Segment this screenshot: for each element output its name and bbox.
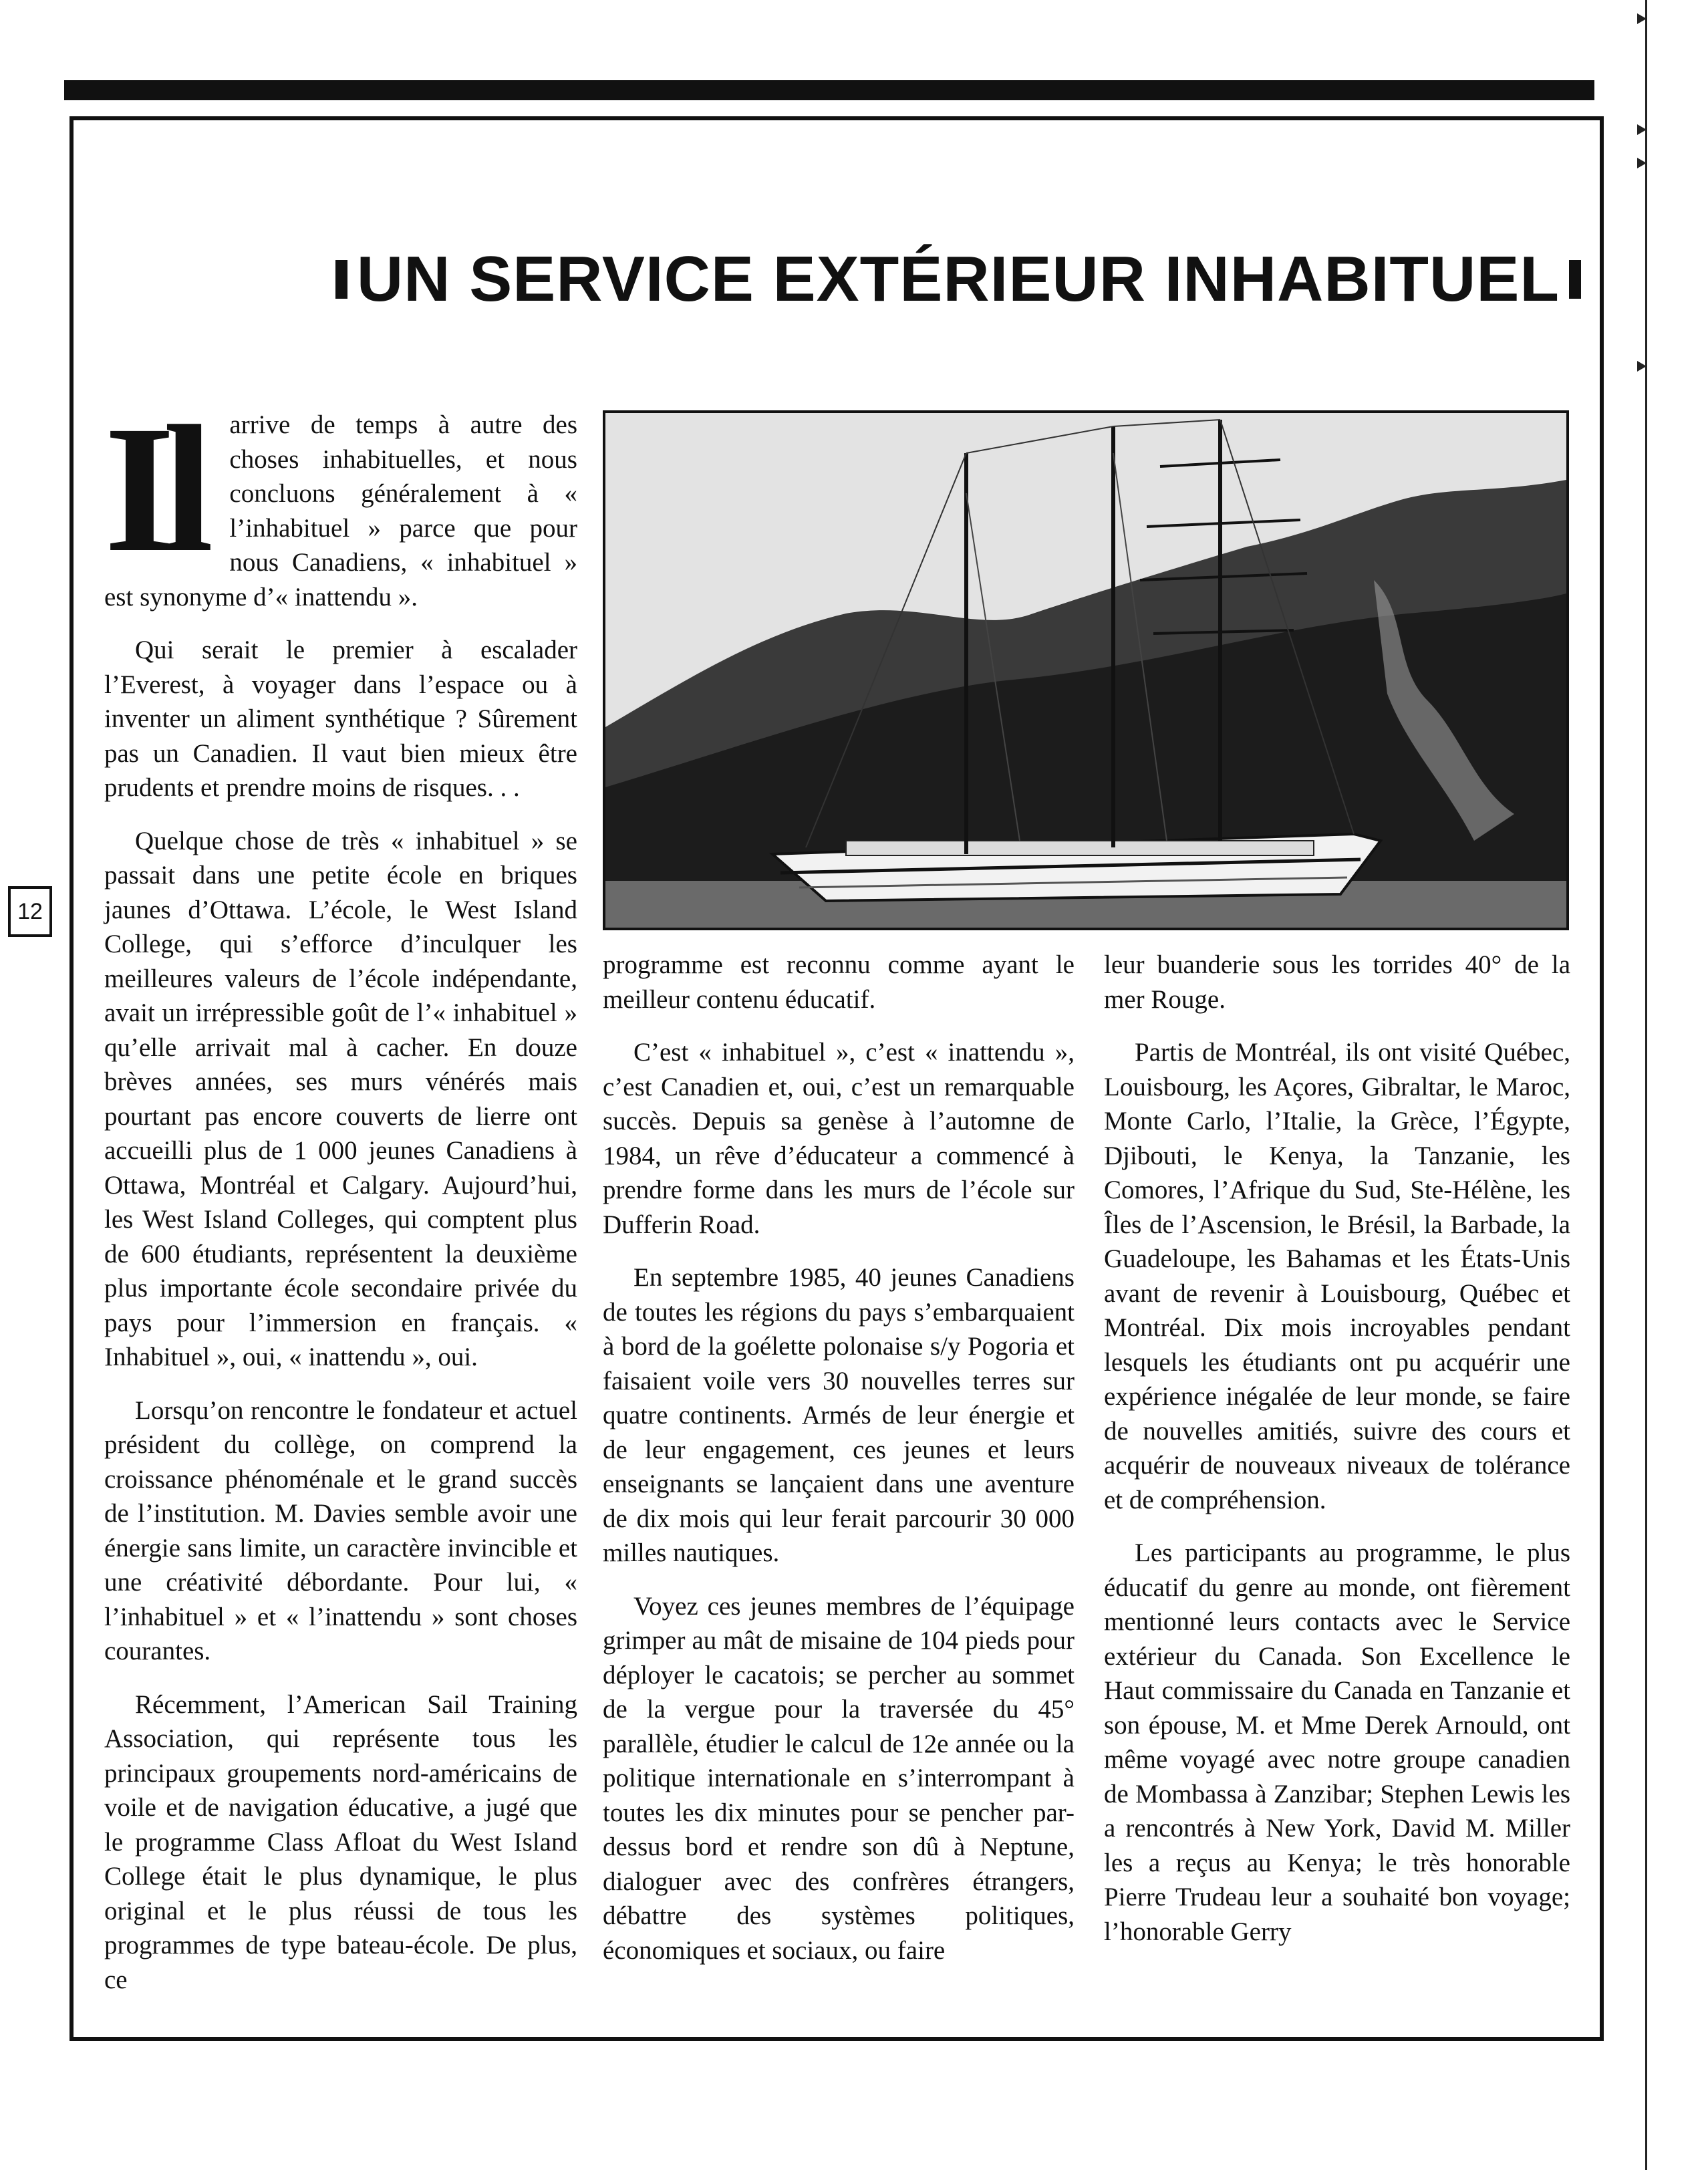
top-rule (64, 80, 1594, 100)
paragraph: Quelque chose de très « inhabituel » se passait dans une petite école en briques jaunes d’Ottawa. L’école, le West Island College, qui s’efforce d’inculquer les meilleures valeurs de l’école indépendante, avait un irrépressible goût de l’« inhabituel » qu’elle arrivait mal à cacher. En douze brèves années, ses murs vénérés mais pourtant pas encore couverts de lierre ont accueilli plus de 1 000 jeunes Canadiens à Ottawa, Montréal et Calgary. Aujourd’hui, les West Island Colleges, qui comptent plus de 600 étudiants, représentent la deuxième plus importante école secondaire privée du pays pour l’immersion en français. « Inhabituel », oui, « inattendu », oui. (104, 826, 577, 1371)
article-column-3 (1104, 948, 1570, 1968)
paragraph: En septembre 1985, 40 jeunes Canadiens de toutes les régions du pays s’embarquaient à bord de la goélette polonaise s/y Pogoria et faisaient voile vers 30 nouvelles terres sur quatre continents. Armés de leur énergie et de leur engagement, ces jeunes et leurs enseignants se lançaient dans une aventure de dix mois qui leur ferait parcourir 30 000 milles nautiques. (603, 1263, 1075, 1567)
sailing-ship-photo (603, 410, 1569, 930)
paragraph: Récemment, l’American Sail Training Association, qui représente tous les principaux groupements nord-américains de voile et de navigation éducative, a jugé que le programme Class Afloat du West Island College était le plus dynamique, le plus original et le plus réussi de tous les programmes de type bateau-école. De plus, ce (104, 1689, 577, 1994)
edge-mark-icon (1637, 158, 1647, 168)
square-box-icon (1569, 260, 1581, 299)
scan-edge (1645, 0, 1651, 2170)
paragraph: Les participants au programme, le plus éducatif du genre au monde, ont fièrement mentionné leurs contacts avec le Service extérieur du Canada. Son Excellence le Haut commissaire du Canada en Tanzanie et son épouse, M. et Mme Derek Arnould, ont même voyagé avec notre groupe canadien de Mombassa à Zanzibar; Stephen Lewis les a rencontrés à New York, David M. Miller les a reçus au Kenya; le très honorable Pierre Trudeau leur a souhaité bon voyage; l’honorable Gerry (1104, 1538, 1570, 1946)
page-title (334, 233, 1590, 326)
edge-mark-icon (1637, 124, 1647, 135)
paragraph: Qui serait le premier à escalader l’Everest, à voyager dans l’espace ou à inventer un aliment synthétique ? Sûrement pas un Canadien. Il vaut bien mieux être prudents et prendre moins de risques. . . (104, 636, 577, 802)
page-title-text: UN SERVICE EXTÉRIEUR INHABITUEL (356, 243, 1560, 315)
page-number: 12 (8, 886, 52, 937)
paragraph: leur buanderie sous les torrides 40° de la mer Rouge. (1104, 950, 1570, 1014)
paragraph: Partis de Montréal, ils ont visité Québec, Louisbourg, les Açores, Gibraltar, le Maroc, Monte Carlo, l’Italie, la Grèce, l’Égypte, Djibouti, le Kenya, la Tanzanie, les Comores, l’Afrique du Sud, Ste-Hélène, les Îles de l’Ascension, le Brésil, la Barbade, la Guadeloupe, les Bahamas et les États-Unis avant de revenir à Louisbourg, Québec et Montréal. Dix mois incroyables pendant lesquels les étudiants ont pu acquérir une expérience inégalée de leur monde, se faire de nouvelles amitiés, suivre des cours et acquérir de nouveaux niveaux de tolérance et de compréhension. (1104, 1038, 1570, 1514)
drop-cap: Il (104, 388, 202, 589)
paragraph: programme est reconnu comme ayant le meilleur contenu éducatif. (603, 950, 1075, 1014)
sailing-ship-icon (605, 413, 1566, 928)
edge-mark-icon (1637, 13, 1647, 24)
square-box-icon (335, 260, 347, 299)
paragraph: Voyez ces jeunes membres de l’équipage grimper au mât de misaine de 104 pieds pour déployer le cacatois; se percher au sommet de la vergue pour la traversée du 45° parallèle, étudier le calcul de 12e année ou la politique internationale en s’interrompant à toutes les dix minutes pour se pencher par-dessus bord et rendre son dû à Neptune, dialoguer avec des confrères étrangers, débattre des systèmes politiques, économiques et sociaux, ou faire (603, 1591, 1075, 1965)
article-column-2 (603, 948, 1075, 1986)
edge-mark-icon (1637, 361, 1647, 372)
paragraph: Lorsqu’on rencontre le fondateur et actuel président du collège, on comprend la croissance phénoménale et le grand succès de l’institution. M. Davies semble avoir une énergie sans limite, un caractère invincible et une créativité débordante. Pour lui, « l’inhabituel » et « l’inattendu » sont choses courantes. (104, 1395, 577, 1665)
article-column-1 (104, 388, 577, 2016)
paragraph: C’est « inhabituel », c’est « inattendu », c’est Canadien et, oui, c’est un remarquable succès. Depuis sa genèse à l’automne de 1984, un rêve d’éducateur a commencé à prendre forme dans les murs de l’école sur Dufferin Road. (603, 1038, 1075, 1239)
paragraph: Il arrive de temps à autre des choses inhabituelles, et nous concluons généralement à « l’inhabituel » parce que pour nous Canadiens, « inhabituel » est synonyme d’« inattendu ». (104, 388, 577, 612)
